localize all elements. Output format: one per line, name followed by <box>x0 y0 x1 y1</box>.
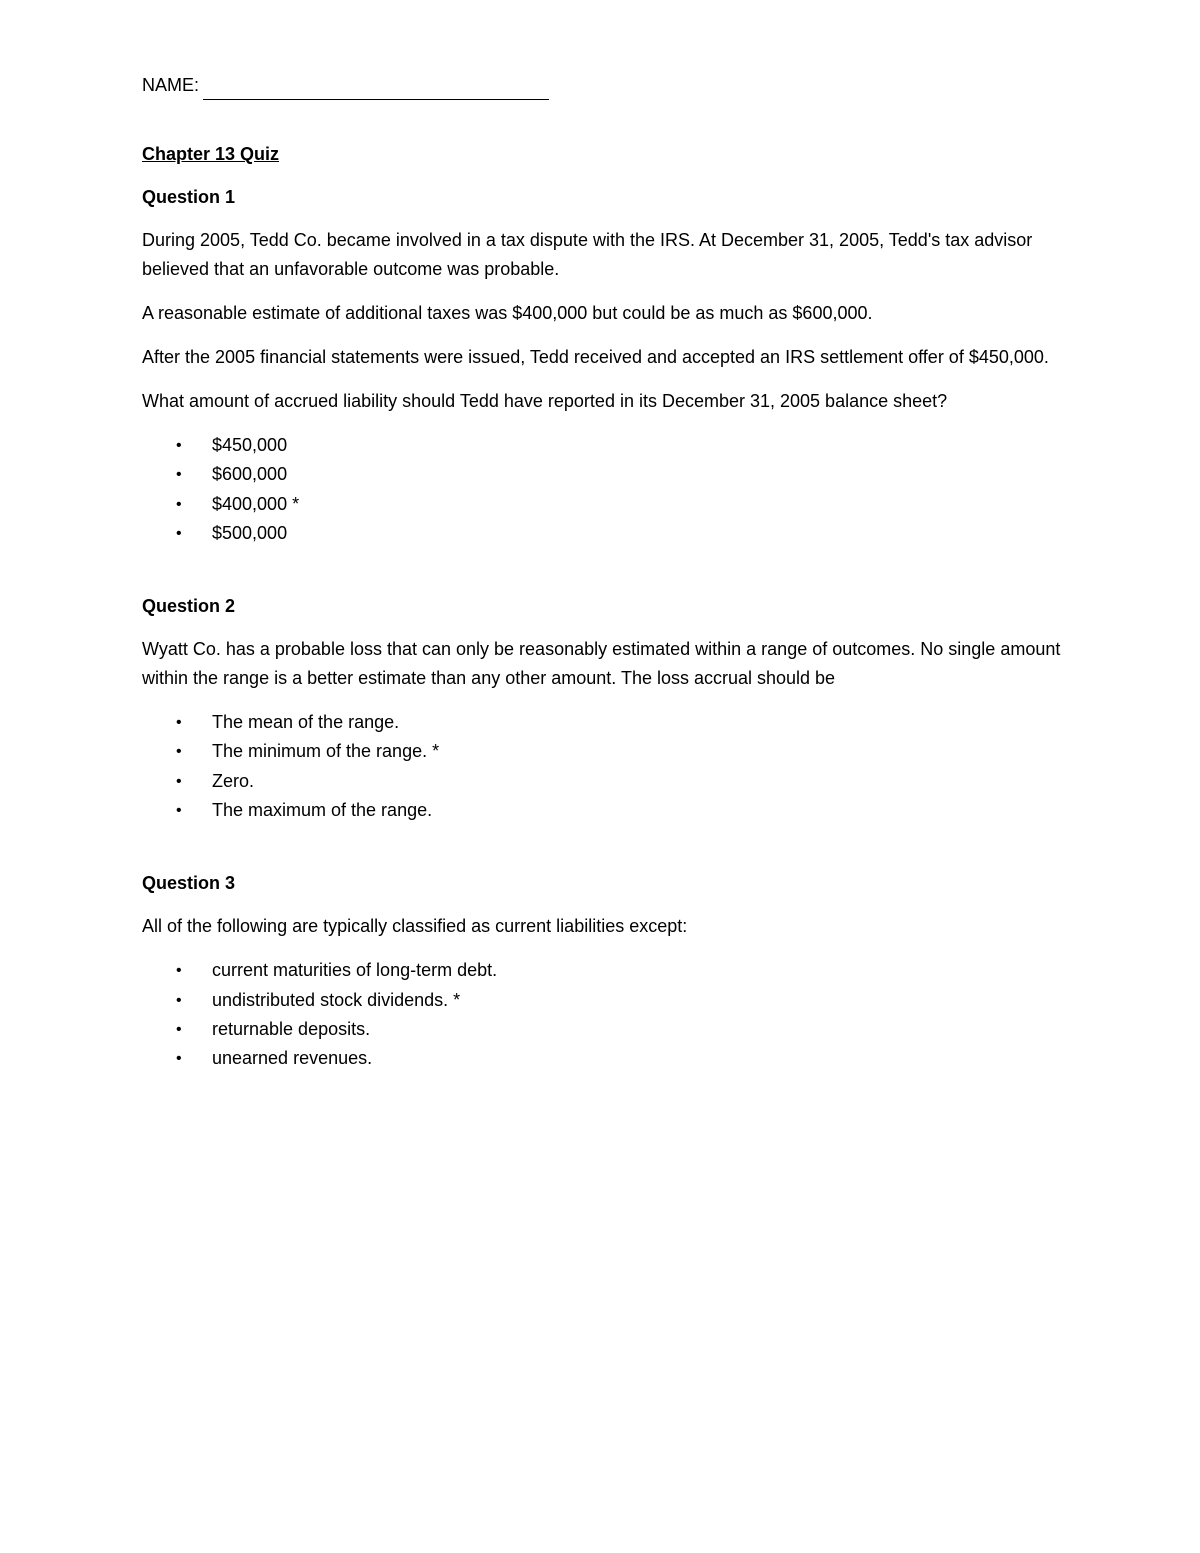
bullet-icon: • <box>176 524 182 542</box>
quiz-title: Chapter 13 Quiz <box>142 144 280 164</box>
answer-option-text: undistributed stock dividends. * <box>212 989 461 1010</box>
question-heading: Question 2 <box>142 596 236 617</box>
answer-option-text: The minimum of the range. * <box>212 741 440 762</box>
question-heading: Question 3 <box>142 873 236 894</box>
answer-option <box>142 1044 1062 1073</box>
name-blank-line <box>203 77 549 100</box>
answer-option <box>142 956 1062 985</box>
question-text: A reasonable estimate of additional taxes was $400,000 but could be as much as $600,000. <box>142 303 873 323</box>
name-field-line <box>142 70 1062 100</box>
answer-options <box>142 708 1062 825</box>
question-prompt: All of the following are typically classified as current liabilities except: <box>142 916 688 937</box>
question-heading: Question 1 <box>142 187 236 207</box>
bullet-icon: • <box>176 772 182 790</box>
quiz-page <box>142 70 1062 1118</box>
answer-option <box>142 986 1062 1015</box>
answer-option <box>142 767 1062 796</box>
question-text: After the 2005 financial statements were issued, Tedd received and accepted an IRS settlement offer of $450,000. <box>142 347 1049 367</box>
answer-option-text: The mean of the range. <box>212 712 400 733</box>
answer-option <box>142 460 1062 489</box>
bullet-icon: • <box>176 437 182 454</box>
answer-option-text: $450,000 <box>212 435 288 455</box>
bullet-icon: • <box>176 466 182 484</box>
bullet-icon: • <box>176 1050 182 1068</box>
bullet-icon: • <box>176 802 182 820</box>
name-label: NAME: <box>142 75 200 95</box>
answer-option-text: returnable deposits. <box>212 1018 371 1039</box>
answer-option-text: $600,000 <box>212 464 288 485</box>
answer-option-text: $500,000 <box>212 522 288 543</box>
answer-option-text: unearned revenues. <box>212 1048 373 1069</box>
question-prompt: What amount of accrued liability should Tedd have reported in its December 31, 2005 balance sheet? <box>142 391 948 411</box>
question-1 <box>142 183 1062 548</box>
bullet-icon: • <box>176 714 182 732</box>
answer-option <box>142 431 1062 460</box>
bullet-icon: • <box>176 743 182 761</box>
question-text: During 2005, Tedd Co. became involved in a tax dispute with the IRS. At December 31, 2005, Tedd's tax advisor believed that an unfavorable outcome was probable. <box>142 230 1033 279</box>
question-2 <box>142 592 1062 825</box>
answer-option <box>142 490 1062 519</box>
answer-option <box>142 519 1062 548</box>
answer-option <box>142 1015 1062 1044</box>
answer-option-text: The maximum of the range. <box>212 800 433 821</box>
bullet-icon: • <box>176 991 182 1009</box>
answer-option <box>142 737 1062 766</box>
bullet-icon: • <box>176 495 182 513</box>
answer-option-text: current maturities of long-term debt. <box>212 960 498 981</box>
answer-option <box>142 708 1062 737</box>
answer-options <box>142 431 1062 548</box>
question-prompt: Wyatt Co. has a probable loss that can only be reasonably estimated within a range of outcomes. No single amount within the range is a better estimate than any other amount. The loss accrual should be <box>142 639 1061 689</box>
answer-option-text: Zero. <box>212 770 255 791</box>
answer-option <box>142 796 1062 825</box>
bullet-icon: • <box>176 962 182 980</box>
answer-options <box>142 956 1062 1073</box>
question-3 <box>142 869 1062 1073</box>
answer-option-text: $400,000 * <box>212 493 300 514</box>
bullet-icon: • <box>176 1020 182 1038</box>
